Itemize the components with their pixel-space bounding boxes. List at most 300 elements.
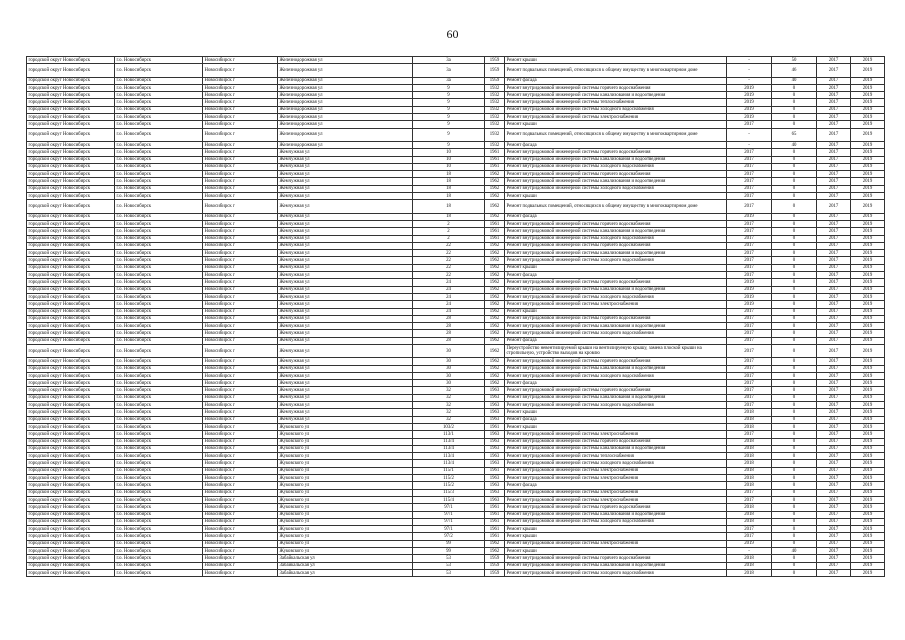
table-row — [27, 504, 885, 511]
cell-period-start: 2017 — [817, 489, 851, 496]
cell-street: Жуковского ул — [278, 526, 413, 533]
cell-year: 1962 — [485, 279, 505, 286]
cell-period-start: 2017 — [817, 106, 851, 113]
cell-house: 30 — [413, 372, 485, 379]
cell-plan-year: - — [727, 64, 772, 77]
cell-period-start: 2017 — [817, 526, 851, 533]
cell-cost: 0 — [772, 526, 817, 533]
cell-municipality: г.о. Новосибирск — [115, 380, 203, 387]
cell-locality: Новосибирск г — [203, 475, 278, 482]
cell-period-end: 2019 — [851, 106, 885, 113]
cell-work: Ремонт крыши — [505, 264, 727, 271]
cell-year: 1962 — [485, 250, 505, 257]
cell-work: Ремонт крыши — [505, 526, 727, 533]
cell-period-start: 2017 — [817, 114, 851, 121]
cell-locality: Новосибирск г — [203, 200, 278, 213]
cell-district: городской округ Новосибирск — [27, 380, 115, 387]
cell-plan-year: 2018 — [727, 475, 772, 482]
cell-plan-year: 2019 — [727, 293, 772, 300]
cell-district: городской округ Новосибирск — [27, 337, 115, 344]
cell-period-start: 2017 — [817, 279, 851, 286]
cell-work: Ремонт внутридомовой инженерной системы горячего водоснабжения — [505, 504, 727, 511]
cell-work: Ремонт подвальных помещений, относящихся к общему имуществу в многоквартирном доме — [505, 64, 727, 77]
cell-period-end: 2019 — [851, 526, 885, 533]
cell-work: Ремонт внутридомовой инженерной системы холодного водоснабжения — [505, 460, 727, 467]
cell-house: 24 — [413, 286, 485, 293]
cell-street: Жемчужная ул — [278, 323, 413, 330]
cell-plan-year: 2017 — [727, 402, 772, 409]
cell-period-end: 2019 — [851, 467, 885, 474]
table-row — [27, 286, 885, 293]
cell-municipality: г.о. Новосибирск — [115, 323, 203, 330]
cell-street: Жуковского ул — [278, 453, 413, 460]
cell-cost: 0 — [772, 372, 817, 379]
cell-district: городской округ Новосибирск — [27, 141, 115, 148]
cell-house: 10 — [413, 163, 485, 170]
cell-cost: 0 — [772, 416, 817, 423]
cell-house: 10 — [413, 149, 485, 156]
cell-work: Ремонт внутридомовой инженерной системы горячего водоснабжения — [505, 438, 727, 445]
cell-house: 24 — [413, 301, 485, 308]
cell-municipality: г.о. Новосибирск — [115, 286, 203, 293]
cell-period-end: 2019 — [851, 380, 885, 387]
cell-municipality: г.о. Новосибирск — [115, 337, 203, 344]
cell-period-end: 2019 — [851, 99, 885, 106]
cell-street: Железнодорожная ул — [278, 84, 413, 91]
cell-cost: 0 — [772, 358, 817, 365]
cell-period-end: 2019 — [851, 264, 885, 271]
cell-district: городской округ Новосибирск — [27, 402, 115, 409]
cell-district: городской округ Новосибирск — [27, 257, 115, 264]
cell-municipality: г.о. Новосибирск — [115, 228, 203, 235]
cell-period-end: 2019 — [851, 409, 885, 416]
cell-plan-year: 2017 — [727, 235, 772, 242]
cell-cost: 0 — [772, 409, 817, 416]
cell-street: Жуковского ул — [278, 482, 413, 489]
cell-year: 1959 — [485, 555, 505, 562]
cell-work: Ремонт фасада — [505, 77, 727, 84]
cell-district: городской округ Новосибирск — [27, 569, 115, 576]
cell-municipality: г.о. Новосибирск — [115, 489, 203, 496]
cell-house: 9 — [413, 114, 485, 121]
cell-year: 1963 — [485, 445, 505, 452]
cell-municipality: г.о. Новосибирск — [115, 200, 203, 213]
cell-street: Жемчужная ул — [278, 358, 413, 365]
cell-house: 30 — [413, 365, 485, 372]
cell-period-start: 2017 — [817, 286, 851, 293]
cell-district: городской округ Новосибирск — [27, 200, 115, 213]
cell-district: городской округ Новосибирск — [27, 518, 115, 525]
cell-year: 1959 — [485, 57, 505, 64]
cell-house: 22 — [413, 257, 485, 264]
cell-period-start: 2017 — [817, 380, 851, 387]
cell-municipality: г.о. Новосибирск — [115, 555, 203, 562]
cell-plan-year: 2018 — [727, 482, 772, 489]
cell-municipality: г.о. Новосибирск — [115, 467, 203, 474]
cell-period-start: 2017 — [817, 337, 851, 344]
cell-year: 1932 — [485, 141, 505, 148]
cell-street: Жемчужная ул — [278, 185, 413, 192]
table-row — [27, 213, 885, 220]
cell-plan-year: 2017 — [727, 200, 772, 213]
cell-district: городской округ Новосибирск — [27, 526, 115, 533]
cell-period-end: 2019 — [851, 92, 885, 99]
table-row — [27, 114, 885, 121]
cell-house: 22 — [413, 264, 485, 271]
cell-period-start: 2017 — [817, 358, 851, 365]
cell-work: Ремонт внутридомовой инженерной системы холодного водоснабжения — [505, 330, 727, 337]
cell-plan-year: 2017 — [727, 250, 772, 257]
cell-street: Жемчужная ул — [278, 228, 413, 235]
cell-locality: Новосибирск г — [203, 99, 278, 106]
cell-district: городской округ Новосибирск — [27, 242, 115, 249]
cell-house: 9 — [413, 99, 485, 106]
cell-municipality: г.о. Новосибирск — [115, 431, 203, 438]
cell-municipality: г.о. Новосибирск — [115, 242, 203, 249]
cell-municipality: г.о. Новосибирск — [115, 409, 203, 416]
table-row — [27, 128, 885, 141]
cell-street: Жемчужная ул — [278, 235, 413, 242]
table-row — [27, 242, 885, 249]
cell-year: 1962 — [485, 213, 505, 220]
cell-house: 97/2 — [413, 533, 485, 540]
cell-locality: Новосибирск г — [203, 533, 278, 540]
cell-municipality: г.о. Новосибирск — [115, 121, 203, 128]
cell-plan-year: 2019 — [727, 213, 772, 220]
cell-locality: Новосибирск г — [203, 409, 278, 416]
cell-period-end: 2019 — [851, 518, 885, 525]
cell-period-end: 2019 — [851, 228, 885, 235]
cell-locality: Новосибирск г — [203, 387, 278, 394]
cell-work: Ремонт внутридомовой инженерной системы горячего водоснабжения — [505, 315, 727, 322]
cell-period-end: 2019 — [851, 562, 885, 569]
cell-municipality: г.о. Новосибирск — [115, 308, 203, 315]
cell-period-end: 2019 — [851, 128, 885, 141]
table-row — [27, 445, 885, 452]
cell-cost: 0 — [772, 380, 817, 387]
cell-plan-year: 2017 — [727, 257, 772, 264]
cell-street: Жемчужная ул — [278, 242, 413, 249]
cell-district: городской округ Новосибирск — [27, 460, 115, 467]
cell-street: Жуковского ул — [278, 423, 413, 430]
cell-period-start: 2017 — [817, 257, 851, 264]
cell-work: Ремонт фасада — [505, 141, 727, 148]
cell-house: 115/2 — [413, 482, 485, 489]
cell-district: городской округ Новосибирск — [27, 387, 115, 394]
table-row — [27, 526, 885, 533]
cell-work: Ремонт внутридомовой инженерной системы горячего водоснабжения — [505, 555, 727, 562]
table-row — [27, 337, 885, 344]
cell-municipality: г.о. Новосибирск — [115, 149, 203, 156]
table-row — [27, 402, 885, 409]
cell-district: городской округ Новосибирск — [27, 92, 115, 99]
cell-plan-year: 2017 — [727, 185, 772, 192]
cell-district: городской округ Новосибирск — [27, 272, 115, 279]
cell-period-end: 2019 — [851, 475, 885, 482]
cell-cost: 0 — [772, 171, 817, 178]
cell-year: 1963 — [485, 482, 505, 489]
cell-plan-year: 2018 — [727, 460, 772, 467]
cell-cost: 0 — [772, 250, 817, 257]
cell-work: Ремонт крыши — [505, 57, 727, 64]
cell-municipality: г.о. Новосибирск — [115, 257, 203, 264]
cell-cost: 0 — [772, 220, 817, 227]
cell-period-end: 2019 — [851, 141, 885, 148]
cell-locality: Новосибирск г — [203, 315, 278, 322]
cell-district: городской округ Новосибирск — [27, 106, 115, 113]
cell-locality: Новосибирск г — [203, 394, 278, 401]
cell-plan-year: 2017 — [727, 323, 772, 330]
cell-house: 115/2 — [413, 475, 485, 482]
cell-year: 1932 — [485, 106, 505, 113]
cell-year: 1961 — [485, 518, 505, 525]
table-row — [27, 489, 885, 496]
cell-period-end: 2019 — [851, 533, 885, 540]
cell-work: Ремонт внутридомовой инженерной системы электроснабжения — [505, 431, 727, 438]
cell-cost: 40 — [772, 548, 817, 555]
cell-period-start: 2017 — [817, 387, 851, 394]
cell-district: городской округ Новосибирск — [27, 228, 115, 235]
cell-locality: Новосибирск г — [203, 149, 278, 156]
cell-house: 10 — [413, 156, 485, 163]
cell-period-start: 2017 — [817, 141, 851, 148]
cell-work: Ремонт внутридомовой инженерной системы холодного водоснабжения — [505, 569, 727, 576]
cell-year: 1962 — [485, 540, 505, 547]
table-row — [27, 372, 885, 379]
cell-cost: 0 — [772, 489, 817, 496]
cell-year: 1962 — [485, 372, 505, 379]
cell-work: Ремонт внутридомовой инженерной системы холодного водоснабжения — [505, 257, 727, 264]
cell-cost: 0 — [772, 178, 817, 185]
cell-street: Железнодорожная ул — [278, 64, 413, 77]
cell-locality: Новосибирск г — [203, 228, 278, 235]
cell-locality: Новосибирск г — [203, 220, 278, 227]
cell-street: Железнодорожная ул — [278, 57, 413, 64]
cell-locality: Новосибирск г — [203, 365, 278, 372]
cell-district: городской округ Новосибирск — [27, 99, 115, 106]
cell-municipality: г.о. Новосибирск — [115, 438, 203, 445]
cell-plan-year: - — [727, 77, 772, 84]
cell-work: Ремонт внутридомовой инженерной системы канализования и водоотведения — [505, 178, 727, 185]
table-row — [27, 511, 885, 518]
cell-year: 1932 — [485, 92, 505, 99]
cell-cost: 0 — [772, 228, 817, 235]
cell-period-end: 2019 — [851, 156, 885, 163]
cell-year: 1963 — [485, 431, 505, 438]
cell-house: 32 — [413, 394, 485, 401]
cell-municipality: г.о. Новосибирск — [115, 106, 203, 113]
cell-locality: Новосибирск г — [203, 193, 278, 200]
cell-street: Железнодорожная ул — [278, 114, 413, 121]
cell-period-end: 2019 — [851, 149, 885, 156]
cell-street: Жуковского ул — [278, 511, 413, 518]
cell-locality: Новосибирск г — [203, 141, 278, 148]
cell-cost: 0 — [772, 193, 817, 200]
cell-work: Ремонт внутридомовой инженерной системы канализования и водоотведения — [505, 365, 727, 372]
cell-work: Ремонт внутридомовой инженерной системы электроснабжения — [505, 496, 727, 503]
cell-period-start: 2017 — [817, 156, 851, 163]
cell-locality: Новосибирск г — [203, 84, 278, 91]
cell-period-start: 2017 — [817, 99, 851, 106]
cell-plan-year: 2017 — [727, 178, 772, 185]
cell-locality: Новосибирск г — [203, 380, 278, 387]
cell-plan-year: 2017 — [727, 171, 772, 178]
cell-street: Жемчужная ул — [278, 264, 413, 271]
cell-work: Ремонт внутридомовой инженерной системы электроснабжения — [505, 114, 727, 121]
cell-period-start: 2017 — [817, 242, 851, 249]
cell-period-end: 2019 — [851, 496, 885, 503]
cell-district: городской округ Новосибирск — [27, 548, 115, 555]
cell-work: Ремонт внутридомовой инженерной системы холодного водоснабжения — [505, 235, 727, 242]
cell-locality: Новосибирск г — [203, 358, 278, 365]
cell-street: Жуковского ул — [278, 504, 413, 511]
cell-locality: Новосибирск г — [203, 330, 278, 337]
cell-period-end: 2019 — [851, 344, 885, 357]
cell-house: 32 — [413, 409, 485, 416]
table-row — [27, 308, 885, 315]
cell-district: городской округ Новосибирск — [27, 121, 115, 128]
cell-plan-year: 2017 — [727, 337, 772, 344]
cell-cost: 0 — [772, 365, 817, 372]
cell-municipality: г.о. Новосибирск — [115, 358, 203, 365]
cell-plan-year: 2019 — [727, 279, 772, 286]
cell-period-start: 2017 — [817, 555, 851, 562]
table-row — [27, 264, 885, 271]
cell-house: 99 — [413, 540, 485, 547]
cell-plan-year: - — [727, 57, 772, 64]
cell-year: 1962 — [485, 193, 505, 200]
cell-work: Ремонт внутридомовой инженерной системы холодного водоснабжения — [505, 185, 727, 192]
cell-period-end: 2019 — [851, 272, 885, 279]
cell-period-start: 2017 — [817, 301, 851, 308]
cell-cost: 0 — [772, 84, 817, 91]
cell-locality: Новосибирск г — [203, 242, 278, 249]
cell-cost: 50 — [772, 57, 817, 64]
cell-work: Ремонт фасада — [505, 337, 727, 344]
cell-work: Ремонт фасада — [505, 482, 727, 489]
cell-period-start: 2017 — [817, 228, 851, 235]
cell-period-start: 2017 — [817, 511, 851, 518]
cell-street: Жемчужная ул — [278, 250, 413, 257]
cell-work: Ремонт внутридомовой инженерной системы канализования и водоотведения — [505, 286, 727, 293]
cell-street: Жуковского ул — [278, 467, 413, 474]
cell-district: городской округ Новосибирск — [27, 185, 115, 192]
cell-locality: Новосибирск г — [203, 121, 278, 128]
cell-plan-year: 2019 — [727, 99, 772, 106]
cell-cost: 0 — [772, 92, 817, 99]
cell-work: Ремонт внутридомовой инженерной системы горячего водоснабжения — [505, 279, 727, 286]
cell-period-end: 2019 — [851, 540, 885, 547]
cell-municipality: г.о. Новосибирск — [115, 220, 203, 227]
cell-municipality: г.о. Новосибирск — [115, 569, 203, 576]
cell-municipality: г.о. Новосибирск — [115, 365, 203, 372]
cell-street: Жемчужная ул — [278, 200, 413, 213]
cell-cost: 0 — [772, 286, 817, 293]
cell-district: городской округ Новосибирск — [27, 372, 115, 379]
table-row — [27, 358, 885, 365]
cell-year: 1962 — [485, 293, 505, 300]
cell-house: 24 — [413, 308, 485, 315]
cell-plan-year: - — [727, 548, 772, 555]
page-number: 60 — [446, 27, 459, 41]
cell-cost: 0 — [772, 496, 817, 503]
cell-year: 1963 — [485, 438, 505, 445]
table-row — [27, 301, 885, 308]
table-row — [27, 257, 885, 264]
cell-municipality: г.о. Новосибирск — [115, 394, 203, 401]
cell-cost: 0 — [772, 337, 817, 344]
table-row — [27, 365, 885, 372]
cell-plan-year: 2017 — [727, 358, 772, 365]
cell-plan-year: 2017 — [727, 533, 772, 540]
cell-plan-year: 2017 — [727, 489, 772, 496]
cell-year: 1962 — [485, 380, 505, 387]
cell-locality: Новосибирск г — [203, 178, 278, 185]
cell-period-end: 2019 — [851, 250, 885, 257]
cell-house: 97/1 — [413, 518, 485, 525]
cell-municipality: г.о. Новосибирск — [115, 141, 203, 148]
cell-locality: Новосибирск г — [203, 337, 278, 344]
cell-street: Жемчужная ул — [278, 387, 413, 394]
cell-locality: Новосибирск г — [203, 518, 278, 525]
cell-house: 2 — [413, 235, 485, 242]
cell-plan-year: 2018 — [727, 467, 772, 474]
cell-cost: 0 — [772, 533, 817, 540]
table-row — [27, 394, 885, 401]
cell-municipality: г.о. Новосибирск — [115, 272, 203, 279]
cell-work: Ремонт внутридомовой инженерной системы канализования и водоотведения — [505, 511, 727, 518]
cell-year: 1959 — [485, 569, 505, 576]
cell-period-start: 2017 — [817, 533, 851, 540]
cell-period-end: 2019 — [851, 84, 885, 91]
cell-year: 1961 — [485, 423, 505, 430]
cell-district: городской округ Новосибирск — [27, 156, 115, 163]
cell-plan-year: 2018 — [727, 555, 772, 562]
cell-district: городской округ Новосибирск — [27, 504, 115, 511]
cell-year: 1962 — [485, 330, 505, 337]
cell-plan-year: 2018 — [727, 409, 772, 416]
cell-cost: 0 — [772, 279, 817, 286]
cell-district: городской округ Новосибирск — [27, 163, 115, 170]
cell-year: 1963 — [485, 460, 505, 467]
table-row — [27, 562, 885, 569]
cell-period-end: 2019 — [851, 293, 885, 300]
cell-year: 1932 — [485, 114, 505, 121]
cell-district: городской округ Новосибирск — [27, 57, 115, 64]
cell-district: городской округ Новосибирск — [27, 330, 115, 337]
cell-year: 1962 — [485, 257, 505, 264]
cell-locality: Новосибирск г — [203, 504, 278, 511]
cell-period-start: 2017 — [817, 121, 851, 128]
cell-plan-year: 2017 — [727, 431, 772, 438]
cell-cost: 0 — [772, 431, 817, 438]
cell-house: 18 — [413, 171, 485, 178]
cell-period-end: 2019 — [851, 315, 885, 322]
cell-plan-year: 2017 — [727, 496, 772, 503]
cell-period-end: 2019 — [851, 77, 885, 84]
cell-street: Жуковского ул — [278, 548, 413, 555]
table-row — [27, 235, 885, 242]
cell-municipality: г.о. Новосибирск — [115, 128, 203, 141]
cell-municipality: г.о. Новосибирск — [115, 264, 203, 271]
cell-street: Жуковского ул — [278, 431, 413, 438]
cell-municipality: г.о. Новосибирск — [115, 496, 203, 503]
cell-house: 113/4 — [413, 453, 485, 460]
cell-house: 18 — [413, 185, 485, 192]
cell-period-start: 2017 — [817, 518, 851, 525]
cell-year: 1932 — [485, 121, 505, 128]
cell-locality: Новосибирск г — [203, 301, 278, 308]
